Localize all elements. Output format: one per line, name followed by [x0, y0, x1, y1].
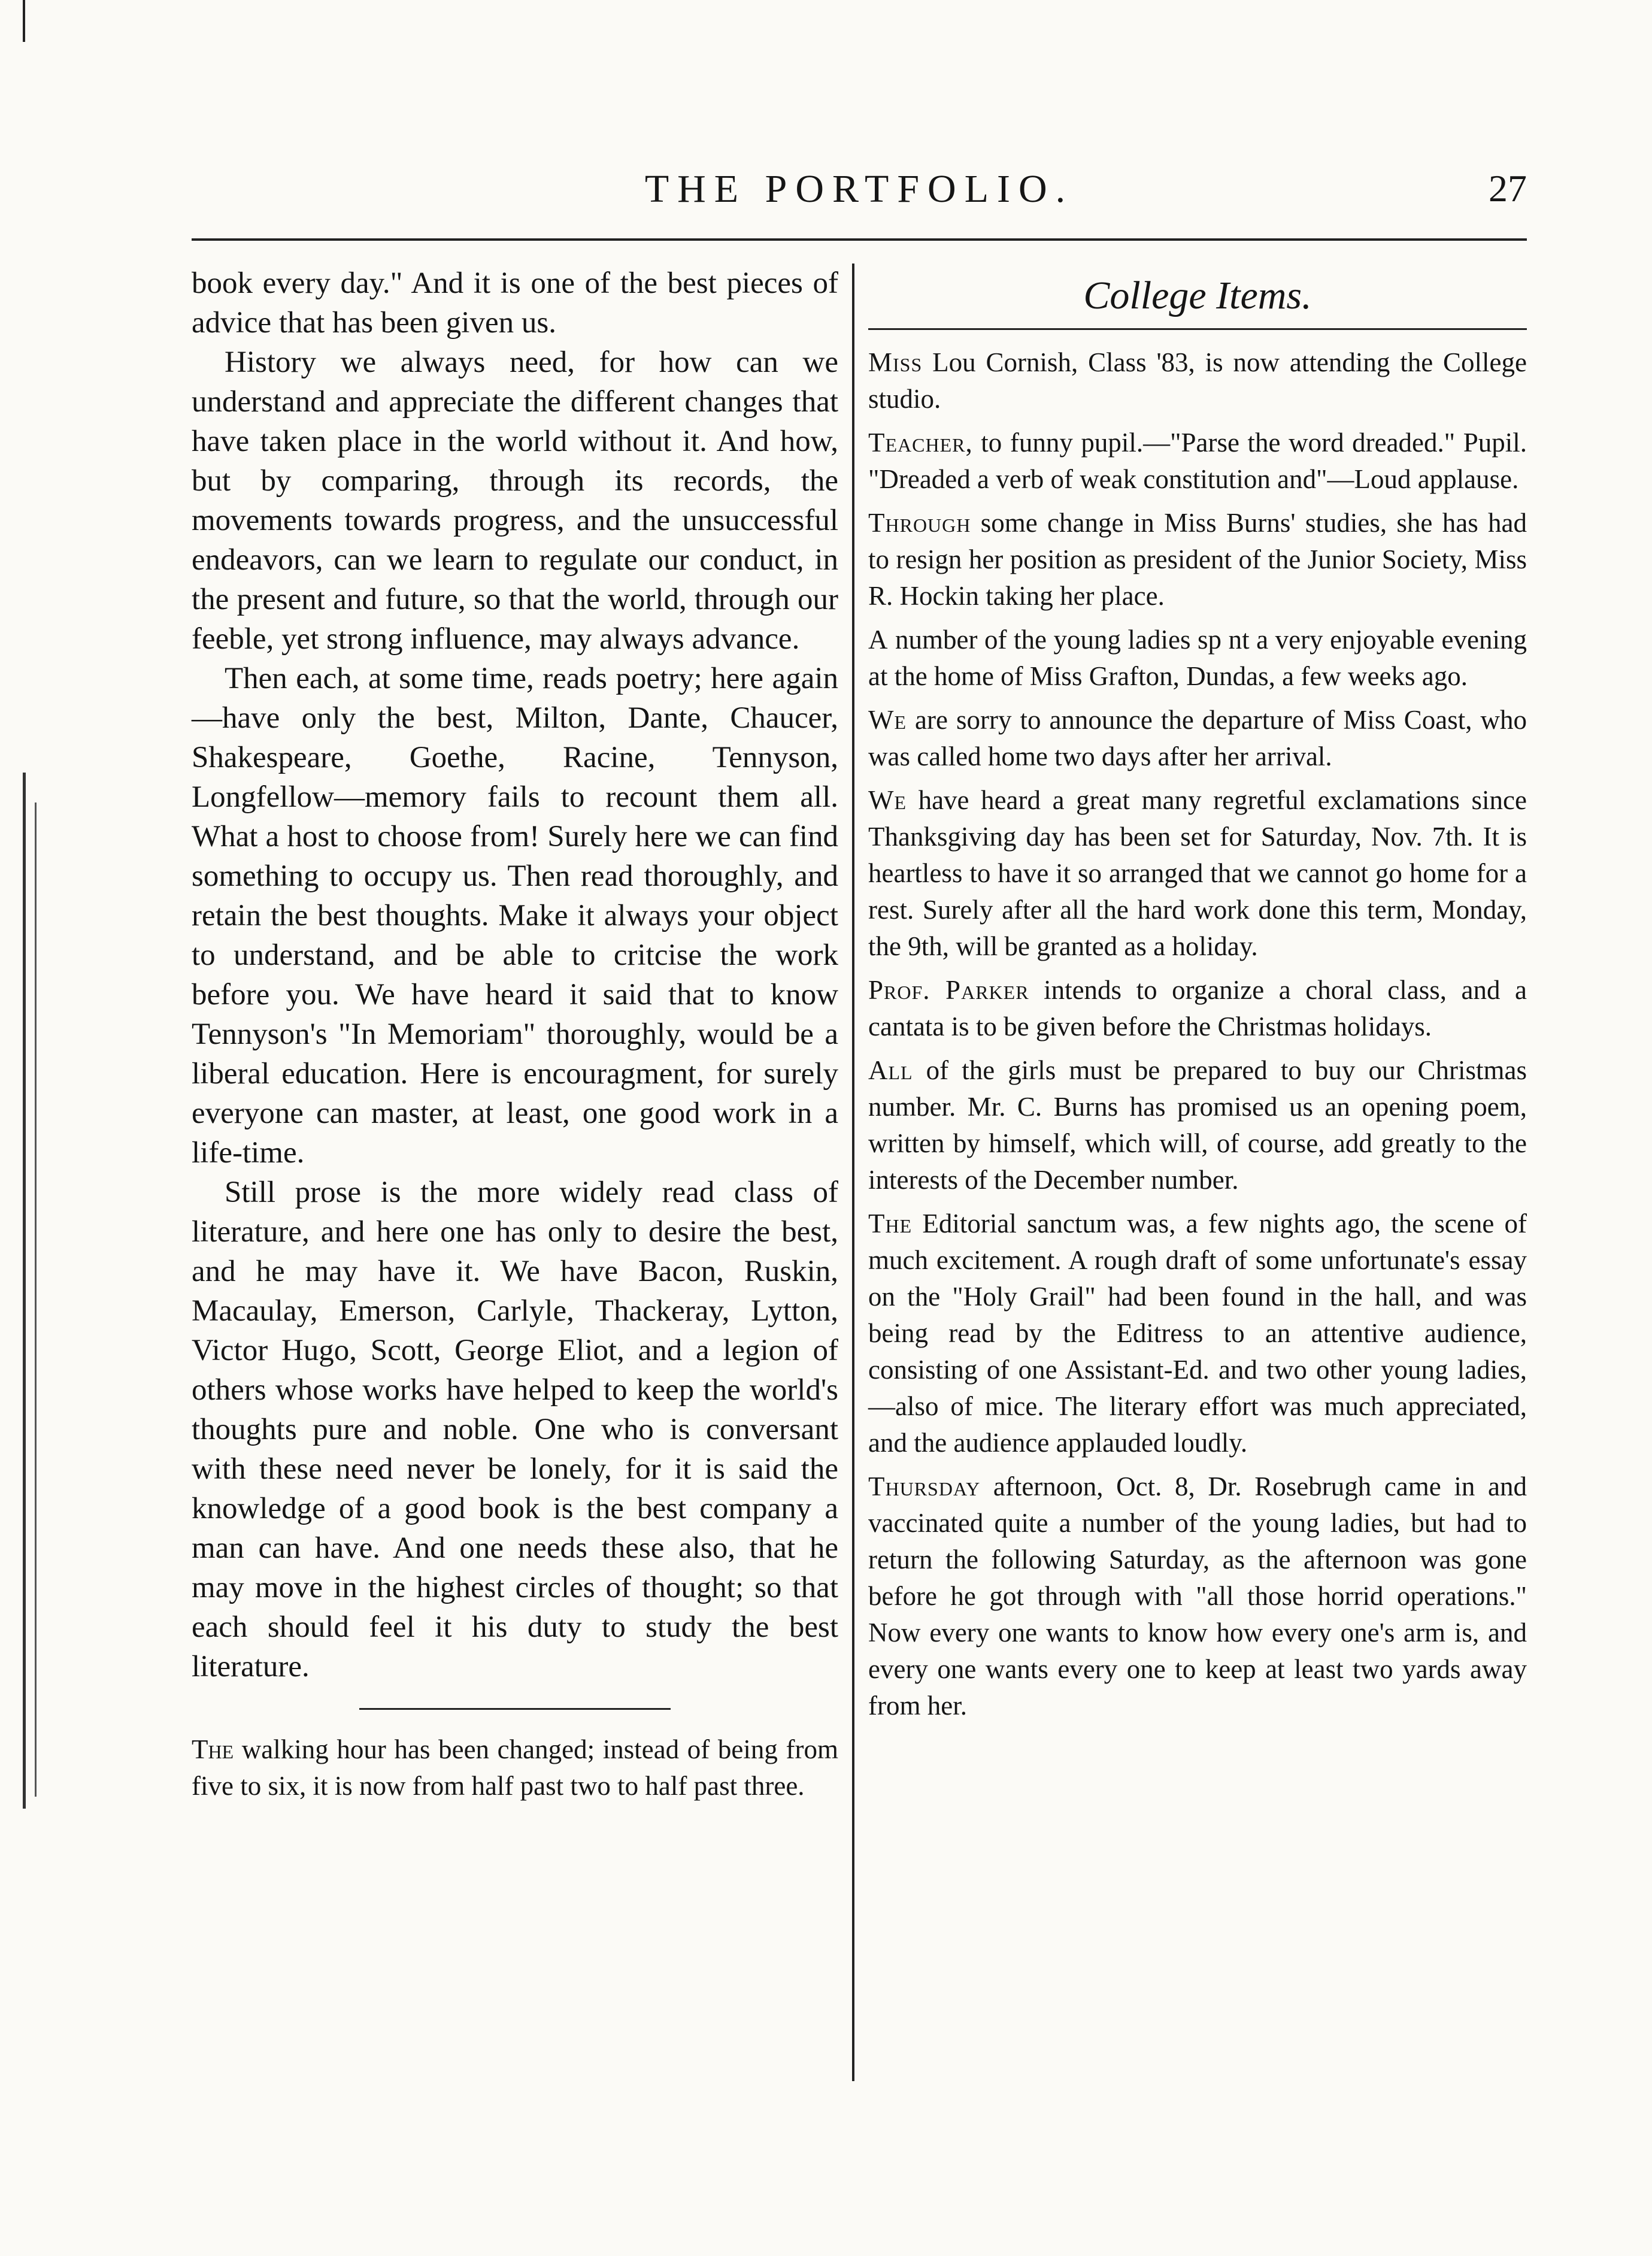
item-text: of the girls must be prepared to buy our Christmas number. Mr. C. Burns has promised us an opening poem, written by himself, which will, of course, add greatly to the interests of the December number.: [868, 1055, 1527, 1195]
item-lead: Miss: [868, 347, 923, 377]
item-text: number of the young ladies sp nt a very enjoyable evening at the home of Miss Grafton, Dundas, a few weeks ago.: [868, 625, 1527, 691]
news-item: [868, 782, 1527, 965]
column-divider: [852, 264, 854, 2081]
item-lead: Teacher,: [868, 428, 973, 458]
page-header: [192, 162, 1527, 228]
item-text: intends to organize a choral class, and a cantata is to be given before the Christmas holidays.: [868, 975, 1527, 1041]
paragraph: Still prose is the more widely read class of literature, and here one has only to desire the best, and he may have it. We have Bacon, Ruskin, Macaulay, Emerson, Carlyle, Thackeray, Lytton, Victor Hugo, Scott, George Eliot, and a legion of others whose works have helped to keep the world's thoughts pure and noble. One who is conversant with these need never be lonely, for it is said the knowledge of a good book is the best company a man can have. And one needs these also, that he may move in the highest circles of thought; so that each should feel it his duty to study the best literature.: [192, 1176, 838, 1683]
item-lead: The: [868, 1209, 913, 1238]
news-item: [868, 1052, 1527, 1198]
scan-mark-top-left: [23, 0, 25, 42]
header-rule: [192, 238, 1527, 241]
note-text: walking hour has been changed; instead of being from five to six, it is now from half past two to half past three.: [192, 1734, 838, 1801]
item-text: Lou Cornish, Class '83, is now attending the College studio.: [868, 347, 1527, 414]
page-number: 27: [1489, 167, 1527, 210]
note-lead: The: [192, 1734, 234, 1764]
news-item: [868, 1206, 1527, 1461]
running-title: THE PORTFOLIO.: [644, 167, 1074, 211]
item-text: are sorry to announce the departure of Miss Coast, who was called home two days after her arrival.: [868, 705, 1527, 771]
news-item: [868, 1468, 1527, 1724]
paragraph: Then each, at some time, reads poetry; here again—have only the best, Milton, Dante, Chaucer, Shakespeare, Goethe, Racine, Tennyson, Longfellow—memory fails to recount them all. What a host to choose from! Surely here we can find something to occupy us. Then read thoroughly, and retain the best thoughts. Make it always your object to understand, and be able to critcise the work before you. We have heard it said that to know Tennyson's "In Memoriam" thoroughly, would be a liberal education. Here is encouragment, for surely everyone can master, at least, one good work in a life-time.: [192, 662, 838, 1170]
item-text: have heard a great many regretful exclamations since Thanksgiving day has been set for Saturday, Nov. 7th. It is heartless to have it so arranged that we cannot go home for a rest. Surely after all the hard work done this term, Monday, the 9th, will be granted as a holiday.: [868, 785, 1527, 961]
news-item: [868, 702, 1527, 775]
item-text: to funny pupil.—"Parse the word dreaded." Pupil. "Dreaded a verb of weak constitution and"—Loud applause.: [868, 428, 1527, 494]
paragraph: book every day." And it is one of the best pieces of advice that has been given us.: [192, 267, 838, 340]
item-lead: All: [868, 1055, 913, 1085]
scan-mark-left-margin: [23, 773, 26, 1809]
news-item: [868, 622, 1527, 695]
news-item: [868, 425, 1527, 498]
news-item: [868, 344, 1527, 417]
item-text: afternoon, Oct. 8, Dr. Rosebrugh came in and vaccinated quite a number of the young ladies, but had to return the following Saturday, as the afternoon was gone before he got through with "all those horrid operations." Now every one wants to know how every one's arm is, and every one wants every one to keep at least two yards away from her.: [868, 1471, 1527, 1721]
item-text: Editorial sanctum was, a few nights ago, the scene of much excitement. A rough draft of some unfortunate's essay on the "Holy Grail" had been found in the hall, and was being read by the Editress to an attentive audience, consisting of one Assistant-Ed. and two other young ladies,—also of mice. The literary effort was much appreciated, and the audience applauded loudly.: [868, 1209, 1527, 1458]
left-column: [192, 264, 838, 1804]
walking-hour-note: [192, 1731, 838, 1804]
item-lead: A: [868, 625, 889, 655]
heading-rule: [868, 328, 1527, 330]
section-heading: College Items.: [1083, 274, 1312, 317]
scan-mark-left-margin-2: [35, 803, 37, 1797]
item-lead: Thursday: [868, 1471, 981, 1501]
news-item: [868, 505, 1527, 614]
right-column: [868, 264, 1527, 1731]
news-item: [868, 972, 1527, 1045]
item-lead: We: [868, 785, 907, 815]
item-lead: Through: [868, 508, 971, 538]
item-lead: Prof. Parker: [868, 975, 1029, 1005]
item-lead: We: [868, 705, 907, 735]
paragraph: History we always need, for how can we understand and appreciate the different changes that have taken place in the world without it. And how, but by comparing, through its records, the movements towards progress, and the unsuccessful endeavors, can we learn to regulate our conduct, in the present and future, so that the world, through our feeble, yet strong influence, may always advance.: [192, 346, 838, 656]
item-text: some change in Miss Burns' studies, she has had to resign her position as president of the Junior Society, Miss R. Hockin taking her place.: [868, 508, 1527, 611]
section-divider: [359, 1708, 671, 1710]
